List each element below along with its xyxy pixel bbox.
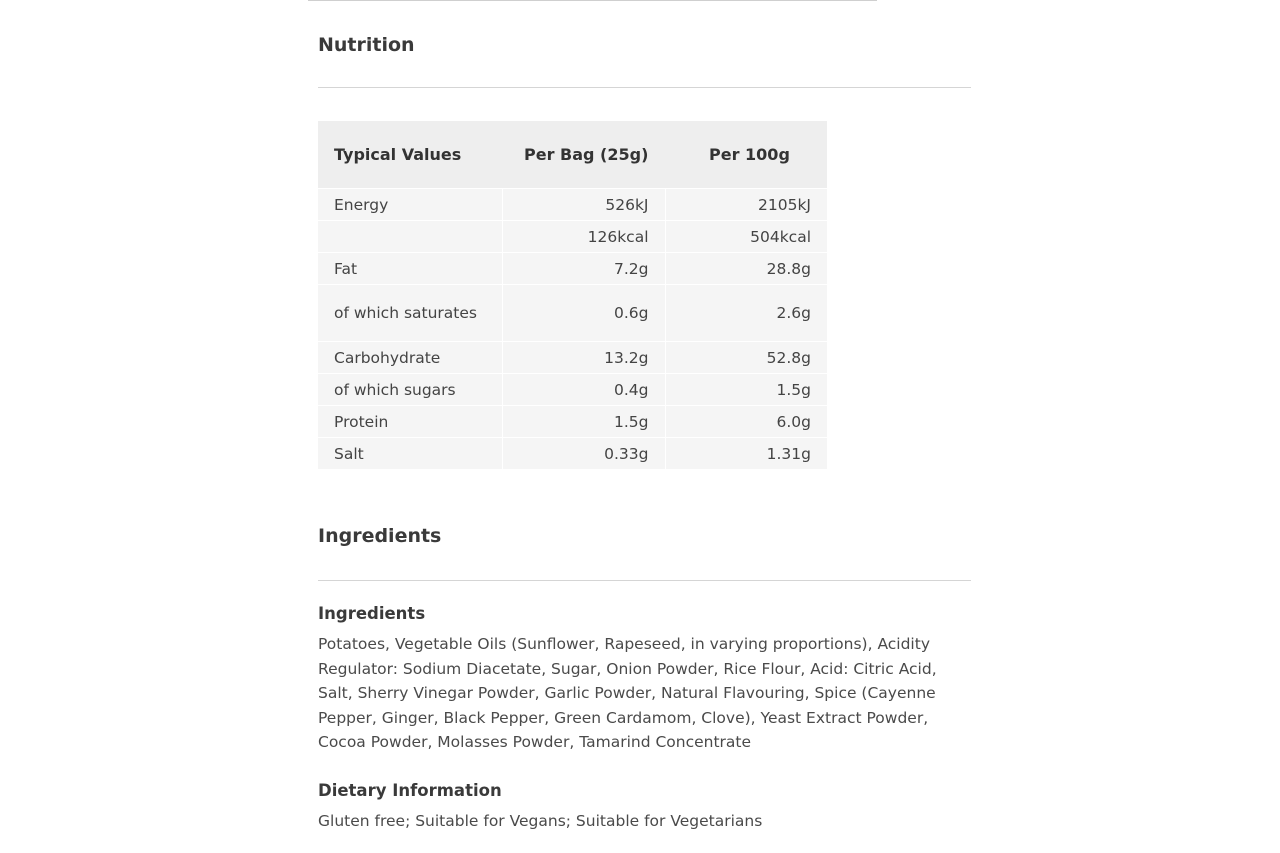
- row-label: [318, 221, 502, 253]
- row-label: Protein: [318, 406, 502, 438]
- table-row: [318, 285, 827, 342]
- ingredients-subheading: Ingredients: [318, 604, 426, 623]
- table-row: [318, 406, 827, 438]
- table-row: [318, 438, 827, 470]
- row-per-100g: 504kcal: [665, 221, 827, 253]
- dietary-heading: Dietary Information: [318, 781, 502, 800]
- nutrition-table: [318, 121, 827, 470]
- row-per-bag: 126kcal: [502, 221, 665, 253]
- row-per-bag: 1.5g: [502, 406, 665, 438]
- ingredients-text: Potatoes, Vegetable Oils (Sunflower, Rapeseed, in varying proportions), Acidity Regulator: Sodium Diacetate, Sugar, Onion Powder, Rice Flour, Acid: Citric Acid, Salt, Sherry Vinegar Powder, Garlic Powder, Natural Flavouring, Spice (Cayenne Pepper, Ginger, Black Pepper, Green Cardamom, Clove), Yeast Extract Powder, Cocoa Powder, Molasses Powder, Tamarind Concentrate: [318, 635, 937, 751]
- row-label: Fat: [318, 253, 502, 285]
- row-per-bag: 0.6g: [502, 285, 665, 342]
- row-per-bag: 526kJ: [502, 189, 665, 221]
- header-typical-values: Typical Values: [318, 121, 502, 189]
- table-row: [318, 221, 827, 253]
- row-label: Salt: [318, 438, 502, 470]
- row-label: Energy: [318, 189, 502, 221]
- nutrition-table-header: [318, 121, 827, 189]
- ingredients-title: Ingredients: [318, 525, 442, 547]
- row-per-100g: 1.5g: [665, 374, 827, 406]
- row-per-100g: 6.0g: [665, 406, 827, 438]
- nutrition-title: Nutrition: [318, 34, 415, 56]
- row-per-100g: 28.8g: [665, 253, 827, 285]
- row-label: of which saturates: [318, 285, 502, 342]
- ingredients-divider: [318, 580, 971, 581]
- header-per-100g: Per 100g: [665, 121, 827, 189]
- header-per-bag: Per Bag (25g): [502, 121, 665, 189]
- table-row: [318, 342, 827, 374]
- table-row: [318, 189, 827, 221]
- row-per-bag: 0.33g: [502, 438, 665, 470]
- row-per-100g: 52.8g: [665, 342, 827, 374]
- nutrition-divider: [318, 87, 971, 88]
- table-row: [318, 374, 827, 406]
- table-row: [318, 253, 827, 285]
- row-per-100g: 2105kJ: [665, 189, 827, 221]
- row-per-bag: 0.4g: [502, 374, 665, 406]
- row-per-bag: 7.2g: [502, 253, 665, 285]
- row-label: Carbohydrate: [318, 342, 502, 374]
- row-label: of which sugars: [318, 374, 502, 406]
- row-per-bag: 13.2g: [502, 342, 665, 374]
- dietary-text: Gluten free; Suitable for Vegans; Suitable for Vegetarians: [318, 812, 763, 830]
- top-divider: [308, 0, 877, 1]
- row-per-100g: 1.31g: [665, 438, 827, 470]
- row-per-100g: 2.6g: [665, 285, 827, 342]
